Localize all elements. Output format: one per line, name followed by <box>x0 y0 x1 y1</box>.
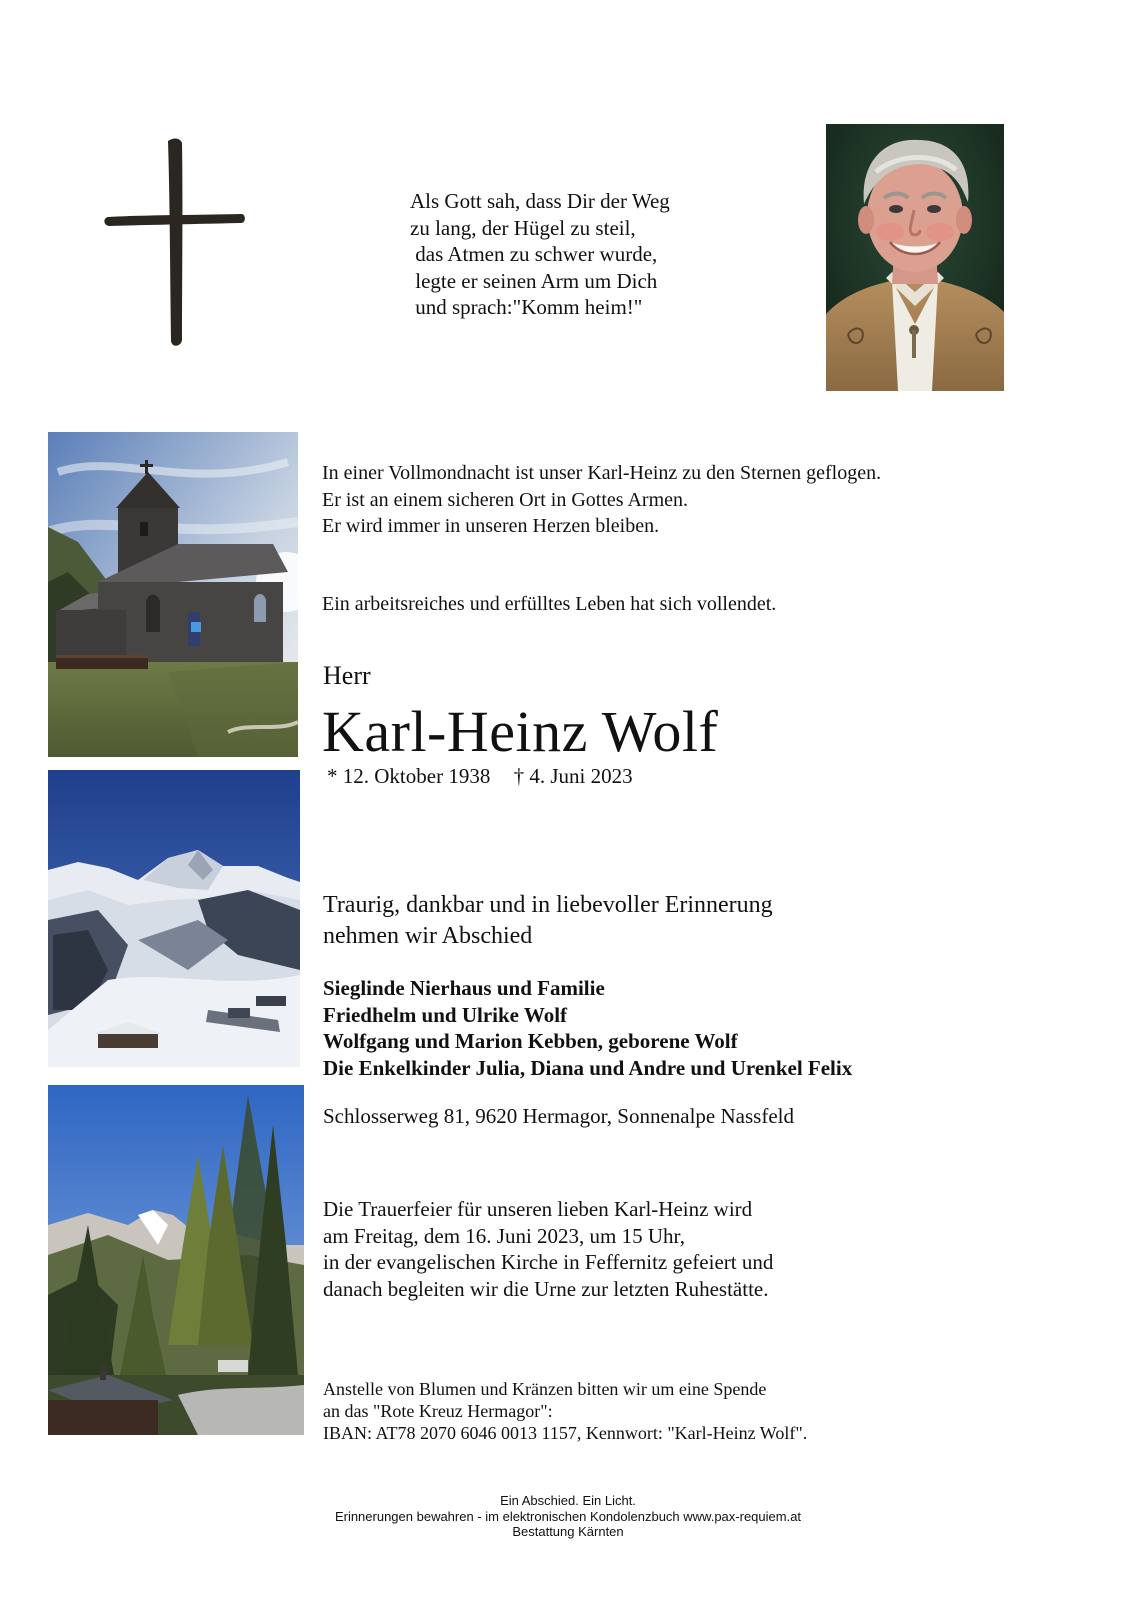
ceremony-text <box>323 1196 773 1302</box>
mourning-text <box>323 890 773 952</box>
snowy-mountains-photo <box>48 770 300 1067</box>
salutation: Herr <box>323 661 371 690</box>
life-line: Ein arbeitsreiches und erfülltes Leben hat sich vollendet. <box>322 593 777 615</box>
ceremony-line: in der evangelischen Kirche in Feffernitz gefeiert und <box>323 1250 774 1274</box>
family-member: Wolfgang und Marion Kebben, geborene Wolf <box>323 1029 738 1053</box>
mourning-line: Traurig, dankbar und in liebevoller Erinnerung <box>323 892 773 918</box>
family-member: Friedhelm und Ulrike Wolf <box>323 1002 568 1027</box>
poem-line: legte er seinen Arm um Dich <box>410 268 658 293</box>
deceased-name: Karl-Heinz Wolf <box>322 699 719 764</box>
cross-icon <box>100 135 250 350</box>
footer-line: Ein Abschied. Ein Licht. <box>500 1493 636 1508</box>
poem-line: zu lang, der Hügel zu steil, <box>410 215 636 240</box>
birth-date: * 12. Oktober 1938 <box>327 764 491 788</box>
poem-line: und sprach:"Komm heim!" <box>410 295 643 319</box>
family-member: Sieglinde Nierhaus und Familie <box>323 976 605 1000</box>
ceremony-line: danach begleiten wir die Urne zur letzten Ruhestätte. <box>323 1276 769 1301</box>
donation-line: an das "Rote Kreuz Hermagor": <box>323 1401 553 1421</box>
mourning-line: nehmen wir Abschied <box>323 923 533 949</box>
portrait-photo <box>826 124 1004 391</box>
footer-line: Erinnerungen bewahren - im elektronischen Kondolenzbuch www.pax-requiem.at <box>334 1508 802 1524</box>
church-photo <box>48 432 298 757</box>
intro-text <box>322 460 881 540</box>
address: Schlosserweg 81, 9620 Hermagor, Sonnenalpe Nassfeld <box>323 1104 794 1128</box>
intro-line: Er ist an einem sicheren Ort in Gottes Armen. <box>322 488 689 511</box>
ceremony-line: Die Trauerfeier für unseren lieben Karl-Heinz wird <box>323 1197 753 1221</box>
footer-line: Bestattung Kärnten <box>512 1524 624 1539</box>
life-dates <box>327 764 651 789</box>
donation-line: Anstelle von Blumen und Kränzen bitten wir um eine Spende <box>323 1379 767 1399</box>
donation-line: IBAN: AT78 2070 6046 0013 1157, Kennwort: "Karl-Heinz Wolf". <box>323 1423 808 1443</box>
intro-line: Er wird immer in unseren Herzen bleiben. <box>322 515 660 537</box>
ceremony-line: am Freitag, dem 16. Juni 2023, um 15 Uhr, <box>323 1223 685 1248</box>
poem-line: Als Gott sah, dass Dir der Weg <box>410 189 670 213</box>
intro-line: In einer Vollmondnacht ist unser Karl-Heinz zu den Sternen geflogen. <box>322 462 882 484</box>
larch-forest-photo <box>48 1085 304 1435</box>
footer <box>0 1493 1136 1540</box>
family-member: Die Enkelkinder Julia, Diana und Andre und Urenkel Felix <box>323 1055 853 1080</box>
poem-line: das Atmen zu schwer wurde, <box>410 242 658 266</box>
death-date: † 4. Juni 2023 <box>513 764 633 788</box>
family-list <box>323 975 852 1081</box>
donation-text <box>323 1378 807 1444</box>
poem <box>410 188 670 321</box>
